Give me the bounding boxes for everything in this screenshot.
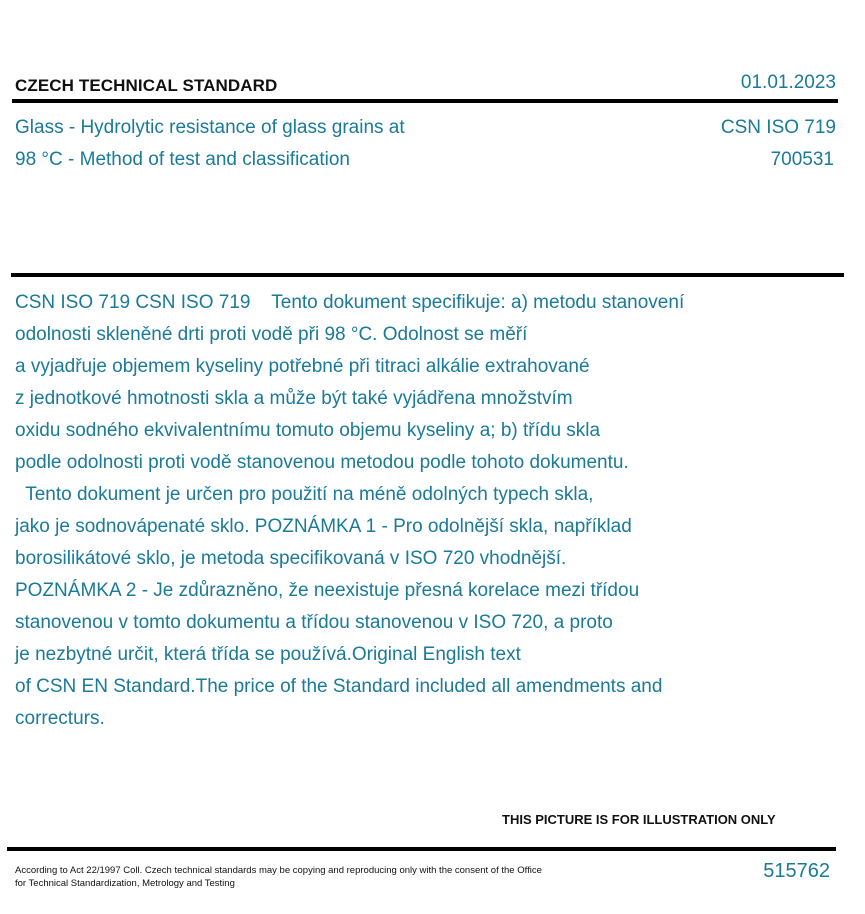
illustration-disclaimer: THIS PICTURE IS FOR ILLUSTRATION ONLY	[502, 812, 776, 827]
legal-notice-line-1: According to Act 22/1997 Coll. Czech technical standards may be copying and reproducing only with the consent of the Office	[15, 865, 542, 876]
header-divider	[12, 99, 838, 103]
abstract-text	[15, 287, 845, 735]
abstract-line: z jednotkové hmotnosti skla a může být také vyjádřena množstvím	[15, 388, 573, 409]
abstract-line: je nezbytné určit, která třída se používá.Original English text	[15, 644, 521, 665]
class-number: 700531	[770, 149, 834, 170]
abstract-line: odolnosti skleněné drti proti vodě při 98 °C. Odolnost se měří	[15, 324, 528, 345]
standard-title-line-2: 98 °C - Method of test and classification	[15, 149, 350, 170]
abstract-line: Tento dokument je určen pro použití na méně odolných typech skla,	[15, 484, 594, 505]
document-number: 515762	[763, 860, 830, 882]
abstract-line: jako je sodnovápenaté sklo. POZNÁMKA 1 - Pro odolnější skla, například	[15, 516, 632, 537]
abstract-line: borosilikátové sklo, je metoda specifikovaná v ISO 720 vhodnější.	[15, 548, 567, 569]
title-divider	[11, 273, 844, 277]
abstract-line: a vyjadřuje objemem kyseliny potřebné při titraci alkálie extrahované	[15, 356, 590, 377]
legal-notice-line-2: for Technical Standardization, Metrology and Testing	[15, 878, 235, 889]
abstract-line: oxidu sodného ekvivalentnímu tomuto objemu kyseliny a; b) třídu skla	[15, 420, 601, 441]
abstract-line: correcturs.	[15, 708, 105, 729]
standard-type-heading: CZECH TECHNICAL STANDARD	[15, 76, 278, 95]
publication-date: 01.01.2023	[740, 72, 836, 93]
standard-code: CSN ISO 719	[720, 117, 836, 138]
footer-divider	[7, 847, 836, 851]
abstract-line: of CSN EN Standard.The price of the Standard included all amendments and	[15, 676, 663, 697]
abstract-line: CSN ISO 719 CSN ISO 719 Tento dokument specifikuje: a) metodu stanovení	[15, 292, 685, 313]
abstract-line: stanovenou v tomto dokumentu a třídou stanovenou v ISO 720, a proto	[15, 612, 613, 633]
abstract-line: POZNÁMKA 2 - Je zdůrazněno, že neexistuje přesná korelace mezi třídou	[15, 580, 640, 601]
standard-title-line-1: Glass - Hydrolytic resistance of glass grains at	[15, 117, 405, 138]
legal-notice	[15, 864, 595, 890]
abstract-line: podle odolnosti proti vodě stanovenou metodou podle tohoto dokumentu.	[15, 452, 629, 473]
